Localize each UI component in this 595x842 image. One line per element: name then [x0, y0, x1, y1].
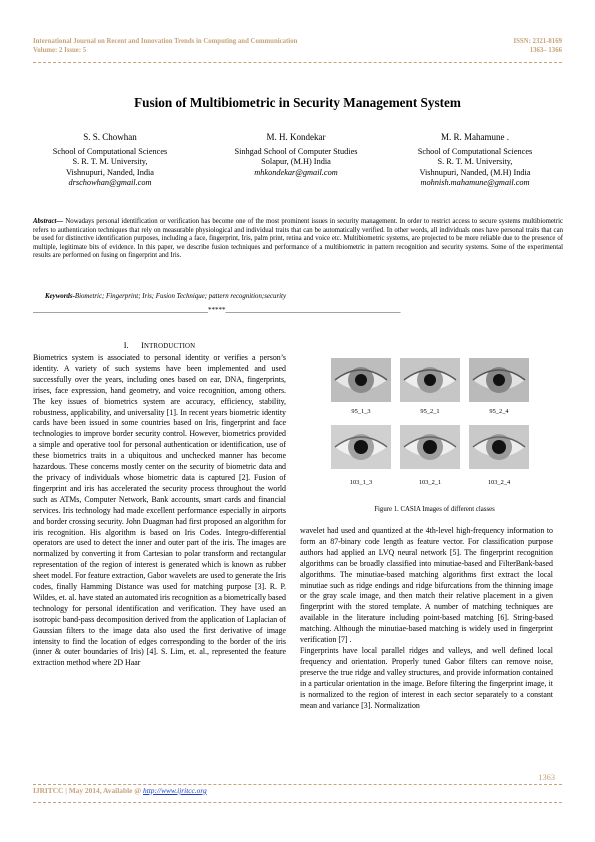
- author-affiliation: School of Computational Sciences: [417, 147, 533, 157]
- separator-line: __________________________________________________*****__________________________________________________: [33, 306, 401, 314]
- abstract-text: Nowadays personal identification or verification has become one of the most prominent issues in security management. In order to restrict access to secure systems multibiometric refers to authentication techniques that rely on measurable physiological and individual traits that can be automatically verified. In other words, all individuals ones have personal traits that can be used for distinctive identification purposes, including a face, fingerprint, Iris, palm print, retina and voice etc. Multibiometric systems, are projected to be more reliable due to the presence of multiple, legitimate bits of evidence. In this paper, we describe fusion techniques and performance of a multibiometric in pattern recognition and security systems. Some of the experimental results are performed on fusing on fingerprint and Iris.: [33, 218, 563, 260]
- abstract: [33, 218, 563, 261]
- author-email: mohnish.mahamune@gmail.com: [420, 177, 530, 187]
- image-label: 95_2_1: [420, 408, 440, 415]
- page-number: 1363: [538, 773, 555, 782]
- image-label: 103_2_1: [418, 479, 442, 486]
- section-number: I.: [123, 341, 129, 350]
- author-name: M. H. Kondekar: [266, 132, 326, 142]
- section-title-rest: NTRODUCTION: [143, 343, 196, 350]
- author-block-3: [390, 132, 560, 188]
- author-email: drschowhan@gmail.com: [68, 177, 152, 187]
- image-label: 95_2_4: [489, 408, 509, 415]
- left-column: [33, 353, 286, 669]
- header-rule: [33, 62, 562, 63]
- author-affiliation: S. R. T. M. University,: [72, 157, 148, 167]
- footer-rule-top: [33, 784, 562, 785]
- section-title-initial: I: [141, 341, 144, 350]
- journal-name: International Journal on Recent and Innovation Trends in Computing and Communication: [33, 38, 298, 45]
- author-affiliation: Sinhgad School of Computer Studies: [234, 147, 358, 157]
- author-name: S. S. Chowhan: [83, 132, 137, 142]
- paper-title: Fusion of Multibiometric in Security Management System: [134, 95, 461, 110]
- image-label: 103_1_3: [349, 479, 373, 486]
- section-heading: [33, 341, 286, 350]
- keywords-text: Biometric; Fingerprint; Iris; Fusion Technique; pattern recognition;security: [74, 293, 287, 300]
- iris-image: [469, 425, 529, 469]
- author-affiliation: S. R. T. M. University,: [437, 157, 513, 167]
- figure-caption: Figure 1. CASIA Images of different classes: [374, 506, 495, 513]
- volume-issue: Volume: 2 Issue: 5: [33, 47, 87, 54]
- abstract-label: Abstract—: [33, 218, 64, 225]
- image-label: 95_1_3: [351, 408, 371, 415]
- iris-image: [469, 358, 529, 402]
- issn: ISSN: 2321-8169: [513, 38, 562, 45]
- right-column: [300, 526, 553, 711]
- footer-rule-bottom: [33, 802, 562, 803]
- iris-image: [331, 425, 391, 469]
- footer-text: [33, 786, 207, 795]
- author-block-1: [25, 132, 195, 188]
- iris-image: [400, 358, 460, 402]
- footer-label: IJRITCC | May 2014, Available @: [33, 786, 143, 795]
- author-affiliation: Vishnupuri, Nanded, India: [66, 167, 154, 177]
- journal-link[interactable]: http://www.ijritcc.org: [143, 786, 207, 795]
- author-block-2: [211, 132, 381, 178]
- author-affiliation: School of Computational Sciences: [52, 147, 168, 157]
- author-name: M. R. Mahamune .: [441, 132, 509, 142]
- keywords-label: Keywords-: [45, 293, 75, 300]
- image-label: 103_2_4: [487, 479, 511, 486]
- author-affiliation: Vishnupuri, Nanded, (M.H) India: [419, 167, 531, 177]
- paragraph: Fingerprints have local parallel ridges and valleys, and well defined local frequency and orientation. Properly tuned Gabor filters can remove noise, preserve the true ridge and valley structures, and provide information contained in a particular orientation in the image. Before filtering the fingerprint image, it is normalized to the region of interest in each sector separately to a constant mean and variance [3]. Normalization: [300, 645, 553, 710]
- author-email: mhkondekar@gmail.com: [254, 167, 338, 177]
- author-affiliation: Solapur, (M.H) India: [261, 157, 331, 167]
- page-range: 1363– 1366: [529, 47, 562, 54]
- paragraph: Biometrics system is associated to personal identity or verifies a person’s identity. A variety of such systems have been implemented and used successfully over the years, including ones based on ear, DNA, fingerprints, irises, face expression, hand geometry, and voice recognition, among others. The key issues of biometrics system are accuracy, efficiency, stability, robustness, applicability, and universality [1]. In recent years biometric identity cards have been issued in some countries based on Iris, fingerprint and face technologies to improve border security control. However, biometrics provided a simple and operative tool for personal authentication or identification, use of these biometrics traits in a ubiquitous and unchecked manner has become hazardous. These concerns mostly center on the security of biometric data and the privacy of individuals whose biometric data is captured [2]. Fusion of fingerprint and iris has accelerated the security process throughout the world such as ATMs, Computer Network, Bank accounts, smart cards and financial services. Iris technology had made excellent performance especially in airports and border crossing security. John Duagman had first proposed an algorithm for iris recognition. His algorithm is based on Iris Codes. Integro-differential operators are used to detect the inner and outer part of the iris. The images are normalized by converting it from Cartesian to polar transform and rectangular representation of the region of interest is generated which is known as rubber sheet model. For feature extraction, Gabor wavelets are used to generate the Iris codes, finally Hamming Distance was used for matching purpose [3]. R. P. Wildes, et. al. have stated an automated iris recognition as a biometrically based technology for personal identification and verification. They have used an isotropic band-pass decomposition derived from the application of Laplacian of Gaussian filters to the image data also used the first derivative of image intensity to find the location of edges corresponding to the border of the iris (inner & outer boundaries of Iris) [4]. S. Lim, et. al., represented the feature extraction method where 2D Haar: [33, 353, 286, 668]
- iris-image: [400, 425, 460, 469]
- keywords: [45, 293, 565, 300]
- paragraph: wavelet had used and quantized at the 4th-level high-frequency information to form an 87-binary code length as feature vector. For classification purpose authors had applied an LVQ neural network [5]. The fingerprint recognition algorithms can be broadly classified into minutiae-based and FilterBank-based algorithms. The minutiae-based matching algorithms first extract the local minutiae such as ridge endings and ridge bifurcations from the thinning image or the gray scale image, and then match their relative placement in a given fingerprint with the stored template. A number of matching techniques are available in the literature including point-based matching [6]. String-based matching. Although the minutiae-based matching is widely used in fingerprint verification [7] .: [300, 526, 553, 645]
- iris-image: [331, 358, 391, 402]
